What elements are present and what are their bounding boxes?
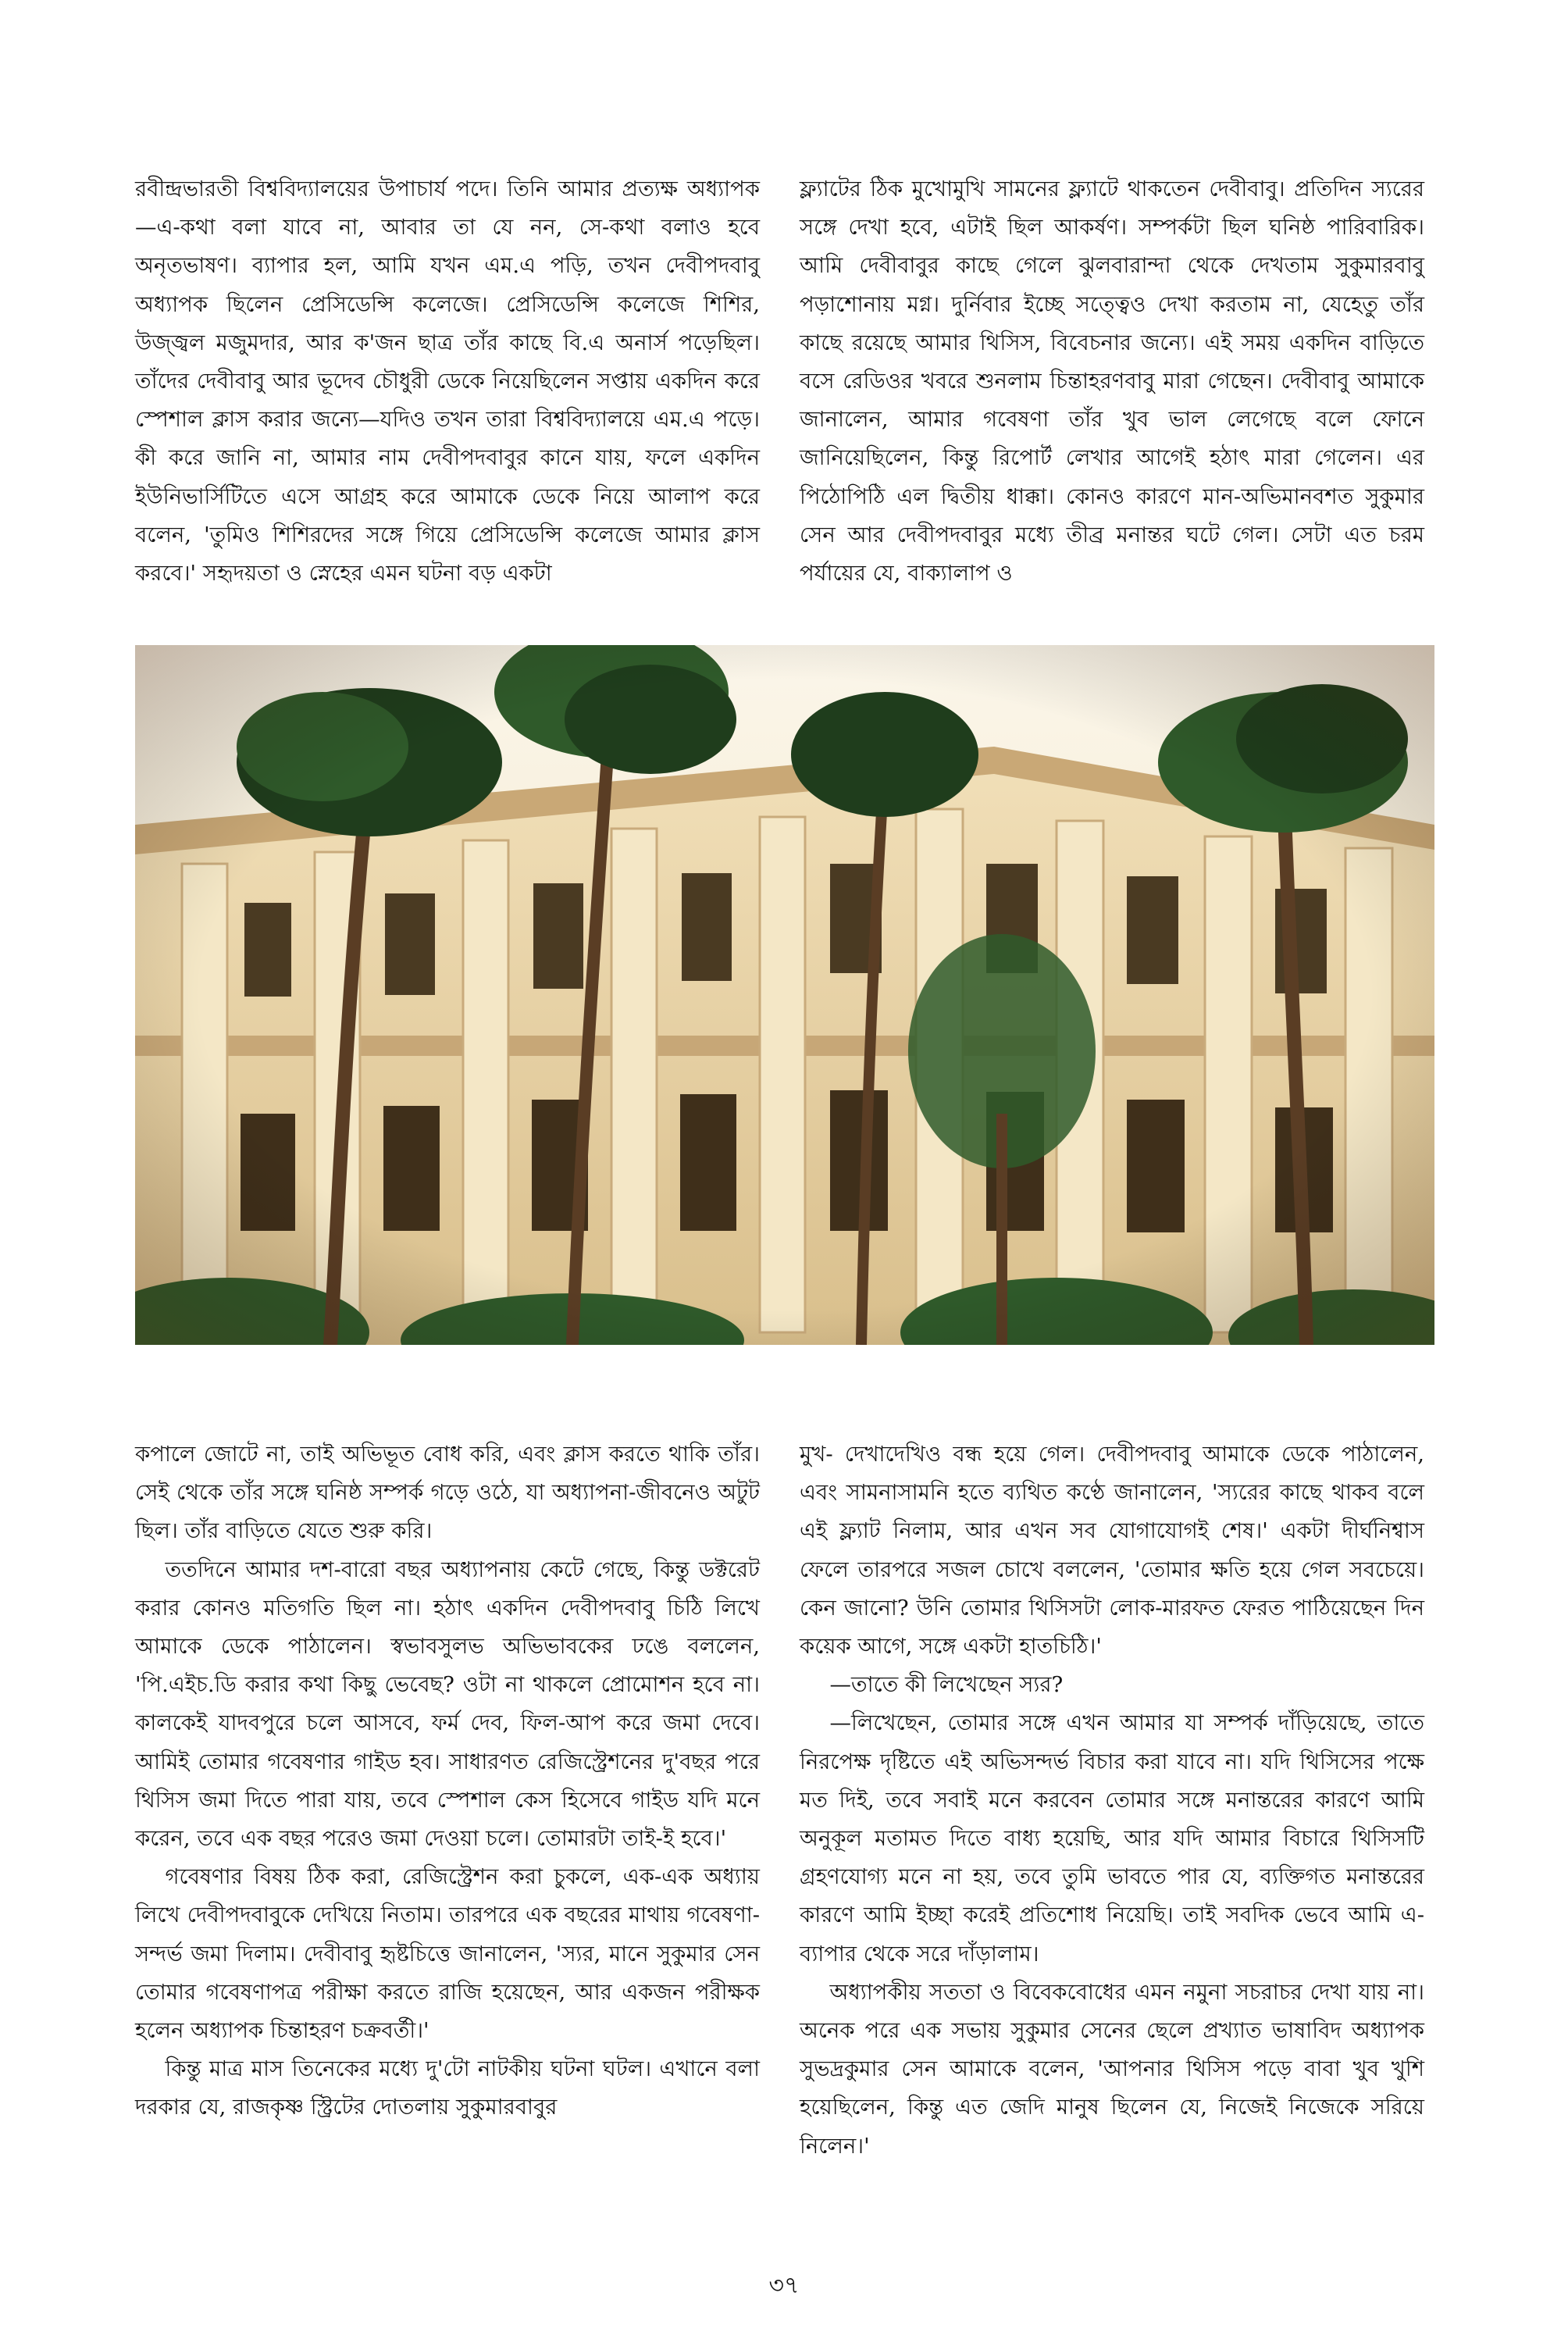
paragraph: কপালে জোটে না, তাই অভিভূত বোধ করি, এবং ক্লাস করতে থাকি তাঁর। সেই থেকে তাঁর সঙ্গে ঘনিষ্ঠ সম্পর্ক গড়ে ওঠে, যা অধ্যাপনা-জীবনেও অটুট ছিল। তাঁর বাড়িতে যেতে শুরু করি।	[135, 1442, 760, 1544]
college-building-photo	[135, 645, 1434, 1345]
paragraph: রবীন্দ্রভারতী বিশ্ববিদ্যালয়ের উপাচার্য পদে। তিনি আমার প্রত্যক্ষ অধ্যাপক—এ-কথা বলা যাবে না, আবার তা যে নন, সে-কথা বলাও হবে অনৃতভাষণ। ব্যাপার হল, আমি যখন এম.এ পড়ি, তখন দেবীপদবাবু অধ্যাপক ছিলেন প্রেসিডেন্সি কলেজে। প্রেসিডেন্সি কলেজে শিশির, উজ্জ্বল মজুমদার, আর ক'জন ছাত্র তাঁর কাছে বি.এ অনার্স পড়েছিল। তাঁদের দেবীবাবু আর ভূদেব চৌধুরী ডেকে নিয়েছিলেন সপ্তায় একদিন করে স্পেশাল ক্লাস করার জন্যে—যদিও তখন তারা বিশ্ববিদ্যালয়ে এম.এ পড়ে। কী করে জানি না, আমার নাম দেবীপদবাবুর কানে যায়, ফলে একদিন ইউনিভার্সিটিতে এসে আগ্রহ করে আমাকে ডেকে নিয়ে আলাপ করে বলেন, 'তুমিও শিশিরদের সঙ্গে গিয়ে প্রেসিডেন্সি কলেজে আমার ক্লাস করবে।' সহৃদয়তা ও স্নেহের এমন ঘটনা বড় একটা	[135, 177, 760, 587]
paragraph: মুখ- দেখাদেখিও বন্ধ হয়ে গেল। দেবীপদবাবু আমাকে ডেকে পাঠালেন, এবং সামনাসামনি হতে ব্যথিত কণ্ঠে জানালেন, 'স্যরের কাছে থাকব বলে এই ফ্ল্যাট নিলাম, আর এখন সব যোগাযোগই শেষ।' একটা দীর্ঘনিশ্বাস ফেলে তারপরে সজল চোখে বললেন, 'তোমার ক্ষতি হয়ে গেল সবচেয়ে। কেন জানো? উনি তোমার থিসিসটা লোক-মারফত ফেরত পাঠিয়েছেন দিন কয়েক আগে, সঙ্গে একটা হাতচিঠি।'	[800, 1442, 1424, 1660]
dialogue-line: —লিখেছেন, তোমার সঙ্গে এখন আমার যা সম্পর্ক দাঁড়িয়েছে, তাতে নিরপেক্ষ দৃষ্টিতে এই অভিসন্দর্ভ বিচার করা যাবে না। যদি থিসিসের পক্ষে মত দিই, তবে সবাই মনে করবেন তোমার সঙ্গে মনান্তরের কারণে আমি অনুকূল মতামত দিতে বাধ্য হয়েছি, আর যদি আমার বিচারে থিসিসটি গ্রহণযোগ্য মনে না হয়, তবে তুমি ভাবতে পার যে, ব্যক্তিগত মনান্তরের কারণে আমি ইচ্ছা করেই প্রতিশোধ নিয়েছি। তাই সবদিক ভেবে আমি এ-ব্যাপার থেকে সরে দাঁড়ালাম।	[800, 1710, 1424, 1967]
building-illustration	[135, 645, 1434, 1345]
page-number: ৩৭	[768, 2272, 800, 2299]
paragraph: ততদিনে আমার দশ-বারো বছর অধ্যাপনায় কেটে গেছে, কিন্তু ডক্টরেট করার কোনও মতিগতি ছিল না। হঠাৎ একদিন দেবীপদবাবু চিঠি লিখে আমাকে ডেকে পাঠালেন। স্বভাবসুলভ অভিভাবকের ঢঙে বললেন, 'পি.এইচ.ডি করার কথা কিছু ভেবেছ? ওটা না থাকলে প্রোমোশন হবে না। কালকেই যাদবপুরে চলে আসবে, ফর্ম দেব, ফিল-আপ করে জমা দেবে। আমিই তোমার গবেষণার গাইড হব। সাধারণত রেজিস্ট্রেশনের দু'বছর পরে থিসিস জমা দিতে পারা যায়, তবে স্পেশাল কেস হিসেবে গাইড যদি মনে করেন, তবে এক বছর পরেও জমা দেওয়া চলে। তোমারটা তাই-ই হবে।'	[135, 1557, 760, 1852]
paragraph: ফ্ল্যাটের ঠিক মুখোমুখি সামনের ফ্ল্যাটে থাকতেন দেবীবাবু। প্রতিদিন স্যরের সঙ্গে দেখা হবে, এটাই ছিল আকর্ষণ। সম্পর্কটা ছিল ঘনিষ্ঠ পারিবারিক। আমি দেবীবাবুর কাছে গেলে ঝুলবারান্দা থেকে দেখতাম সুকুমারবাবু পড়াশোনায় মগ্ন। দুর্নিবার ইচ্ছে সত্ত্বেও দেখা করতাম না, যেহেতু তাঁর কাছে রয়েছে আমার থিসিস, বিবেচনার জন্যে। এই সময় একদিন বাড়িতে বসে রেডিওর খবরে শুনলাম চিন্তাহরণবাবু মারা গেছেন। দেবীবাবু আমাকে জানালেন, আমার গবেষণা তাঁর খুব ভাল লেগেছে বলে ফোনে জানিয়েছিলেন, কিন্তু রিপোর্ট লেখার আগেই হঠাৎ মারা গেলেন। এর পিঠোপিঠি এল দ্বিতীয় ধাক্কা। কোনও কারণে মান-অভিমানবশত সুকুমার সেন আর দেবীপদবাবুর মধ্যে তীব্র মনান্তর ঘটে গেল। সেটা এত চরম পর্যায়ের যে, বাক্যালাপ ও	[800, 177, 1424, 587]
paragraph: গবেষণার বিষয় ঠিক করা, রেজিস্ট্রেশন করা চুকলে, এক-এক অধ্যায় লিখে দেবীপদবাবুকে দেখিয়ে নিতাম। তারপরে এক বছরের মাথায় গবেষণা-সন্দর্ভ জমা দিলাম। দেবীবাবু হৃষ্টচিত্তে জানালেন, 'স্যর, মানে সুকুমার সেন তোমার গবেষণাপত্র পরীক্ষা করতে রাজি হয়েছেন, আর একজন পরীক্ষক হলেন অধ্যাপক চিন্তাহরণ চক্রবর্তী।'	[135, 1864, 760, 2044]
article-column-bottom-left	[135, 1435, 760, 2127]
article-column-top-left	[135, 170, 760, 593]
paragraph: অধ্যাপকীয় সততা ও বিবেকবোধের এমন নমুনা সচরাচর দেখা যায় না। অনেক পরে এক সভায় সুকুমার সেনের ছেলে প্রখ্যাত ভাষাবিদ অধ্যাপক সুভদ্রকুমার সেন আমাকে বলেন, 'আপনার থিসিস পড়ে বাবা খুব খুশি হয়েছিলেন, কিন্তু এত জেদি মানুষ ছিলেন যে, নিজেই নিজেকে সরিয়ে নিলেন।'	[800, 1979, 1424, 2159]
article-column-top-right	[800, 170, 1424, 593]
paragraph: কিন্তু মাত্র মাস তিনেকের মধ্যে দু'টো নাটকীয় ঘটনা ঘটল। এখানে বলা দরকার যে, রাজকৃষ্ণ স্ট্রিটের দোতলায় সুকুমারবাবুর	[135, 2056, 760, 2120]
dialogue-line: —তাতে কী লিখেছেন স্যর?	[829, 1672, 1064, 1698]
article-column-bottom-right	[800, 1435, 1424, 2166]
photo-vignette	[135, 645, 1434, 1345]
